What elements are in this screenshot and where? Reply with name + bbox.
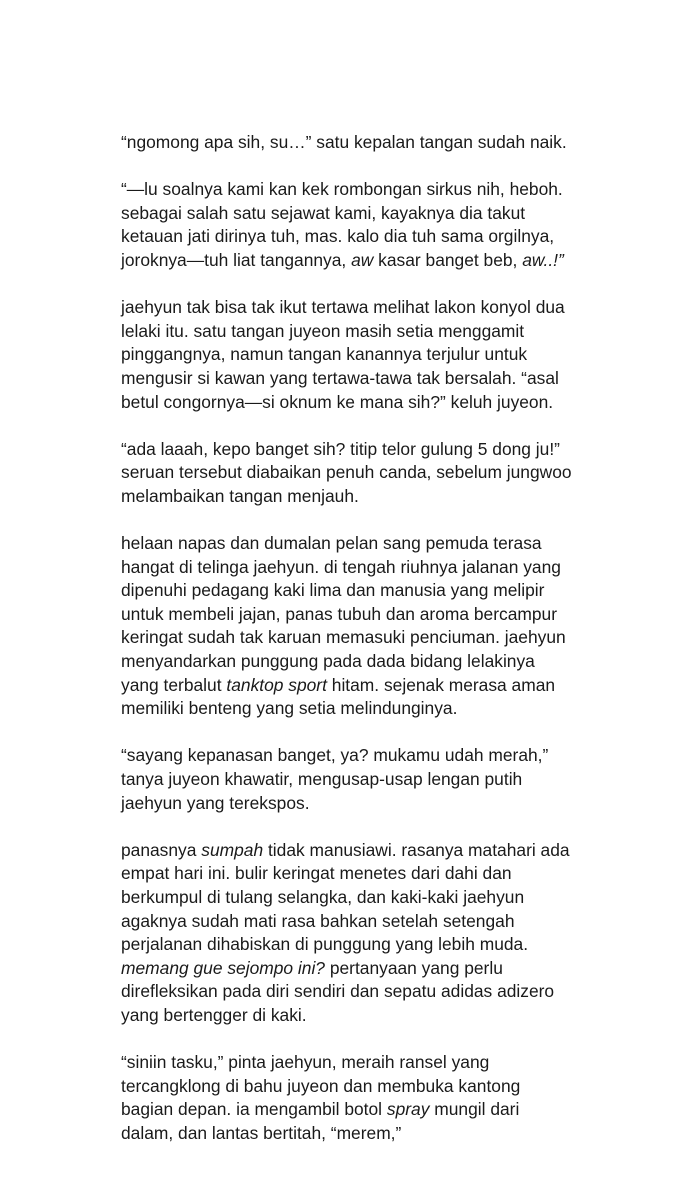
text-line [121,296,641,320]
italic-text: memang gue sejompo ini? [121,957,325,978]
text-segment: seruan tersebut diabaikan penuh canda, sebelum jungwoo [121,462,572,483]
text-line [121,1098,641,1122]
text-line [121,957,641,981]
text-segment: untuk membeli jajan, panas tubuh dan aroma bercampur [121,603,557,624]
text-line [121,391,641,415]
text-line [121,532,641,556]
story-text-body [121,131,641,1146]
paragraph [121,438,641,509]
text-line [121,225,641,249]
text-line [121,862,641,886]
text-segment: pinggangnya, namun tangan kanannya terjulur untuk [121,344,528,365]
text-line [121,626,641,650]
text-line [121,249,641,273]
text-line [121,674,641,698]
text-line [121,367,641,391]
text-segment: keringat sudah tak karuan memasuki penciuman. jaehyun [121,627,566,648]
text-segment: sebagai salah satu sejawat kami, kayaknya dia takut [121,202,526,223]
text-line [121,839,641,863]
text-segment: kasar banget beb, [373,249,523,270]
paragraph [121,1051,641,1145]
text-segment: helaan napas dan dumalan pelan sang pemuda terasa [121,533,542,554]
text-line [121,933,641,957]
text-segment: pertanyaan yang perlu [324,957,503,978]
text-line [121,461,641,485]
text-segment: empat hari ini. bulir keringat menetes dari dahi dan [121,863,512,884]
text-segment: lelaki itu. satu tangan juyeon masih setia menggamit [121,320,525,341]
text-line [121,1122,641,1146]
text-segment: mengusir si kawan yang tertawa-tawa tak bersalah. “asal [121,367,559,388]
text-segment: direfleksikan pada diri sendiri dan sepatu adidas adizero [121,981,555,1002]
paragraph [121,744,641,815]
paragraph [121,532,641,721]
italic-text: spray [386,1099,430,1120]
text-line [121,980,641,1004]
text-line [121,178,641,202]
text-segment: jaehyun yang terekspos. [121,792,310,813]
text-segment: “ngomong apa sih, su…” satu kepalan tangan sudah naik. [121,132,567,152]
text-line [121,485,641,509]
text-segment: jaehyun tak bisa tak ikut tertawa melihat lakon konyol dua [121,297,565,318]
text-line [121,1051,641,1075]
text-segment: “siniin tasku,” pinta jaehyun, meraih ransel yang [121,1052,490,1073]
text-segment: hitam. sejenak merasa aman [326,674,556,695]
italic-text: sumpah [201,839,264,860]
text-line [121,202,641,226]
text-segment: “ada laaah, kepo banget sih? titip telor gulung 5 dong ju!” [121,438,560,459]
text-line [121,556,641,580]
paragraph [121,131,641,155]
text-segment: “sayang kepanasan banget, ya? mukamu udah merah,” [121,745,549,766]
text-segment: agaknya sudah mati rasa bahkan setelah setengah [121,910,515,931]
text-segment: tidak manusiawi. rasanya matahari ada [263,839,570,860]
text-segment: dipenuhi pedagang kaki lima dan manusia yang melipir [121,580,545,601]
text-line [121,131,641,155]
italic-text: aw..!” [522,249,564,270]
text-line [121,744,641,768]
paragraph [121,178,641,272]
text-segment: yang bertengger di kaki. [121,1004,307,1025]
italic-text: aw [351,249,374,270]
text-line [121,320,641,344]
text-segment: ketauan jati dirinya tuh, mas. kalo dia tuh sama orgilnya, [121,226,555,247]
text-segment: memiliki benteng yang setia melindunginya. [121,698,458,719]
text-segment: betul congornya—si oknum ke mana sih?” keluh juyeon. [121,391,554,412]
text-segment: “—lu soalnya kami kan kek rombongan sirkus nih, heboh. [121,179,563,200]
text-segment: hangat di telinga jaehyun. di tengah riuhnya jalanan yang [121,556,561,577]
text-line [121,650,641,674]
text-segment: panasnya [121,839,202,860]
text-line [121,343,641,367]
text-segment: tercangklong di bahu juyeon dan membuka kantong [121,1075,521,1096]
text-line [121,579,641,603]
text-line [121,1075,641,1099]
text-segment: bagian depan. ia mengambil botol [121,1099,387,1120]
paragraph [121,296,641,414]
text-line [121,438,641,462]
text-segment: melambaikan tangan menjauh. [121,485,359,506]
text-line [121,768,641,792]
text-segment: joroknya—tuh liat tangannya, [121,249,352,270]
italic-text: tanktop sport [226,674,327,695]
text-line [121,910,641,934]
text-segment: mungil dari [429,1099,520,1120]
text-line [121,603,641,627]
text-segment: dalam, dan lantas bertitah, “merem,” [121,1122,402,1143]
text-segment: perjalanan dihabiskan di punggung yang lebih muda. [121,934,529,955]
text-line [121,697,641,721]
text-line [121,792,641,816]
text-segment: menyandarkan punggung pada dada bidang lelakinya [121,651,535,672]
text-segment: tanya juyeon khawatir, mengusap-usap lengan putih [121,769,523,790]
text-line [121,886,641,910]
text-segment: berkumpul di tulang selangka, dan kaki-kaki jaehyun [121,887,525,907]
text-line [121,1004,641,1028]
paragraph [121,839,641,1028]
text-segment: yang terbalut [121,674,227,695]
